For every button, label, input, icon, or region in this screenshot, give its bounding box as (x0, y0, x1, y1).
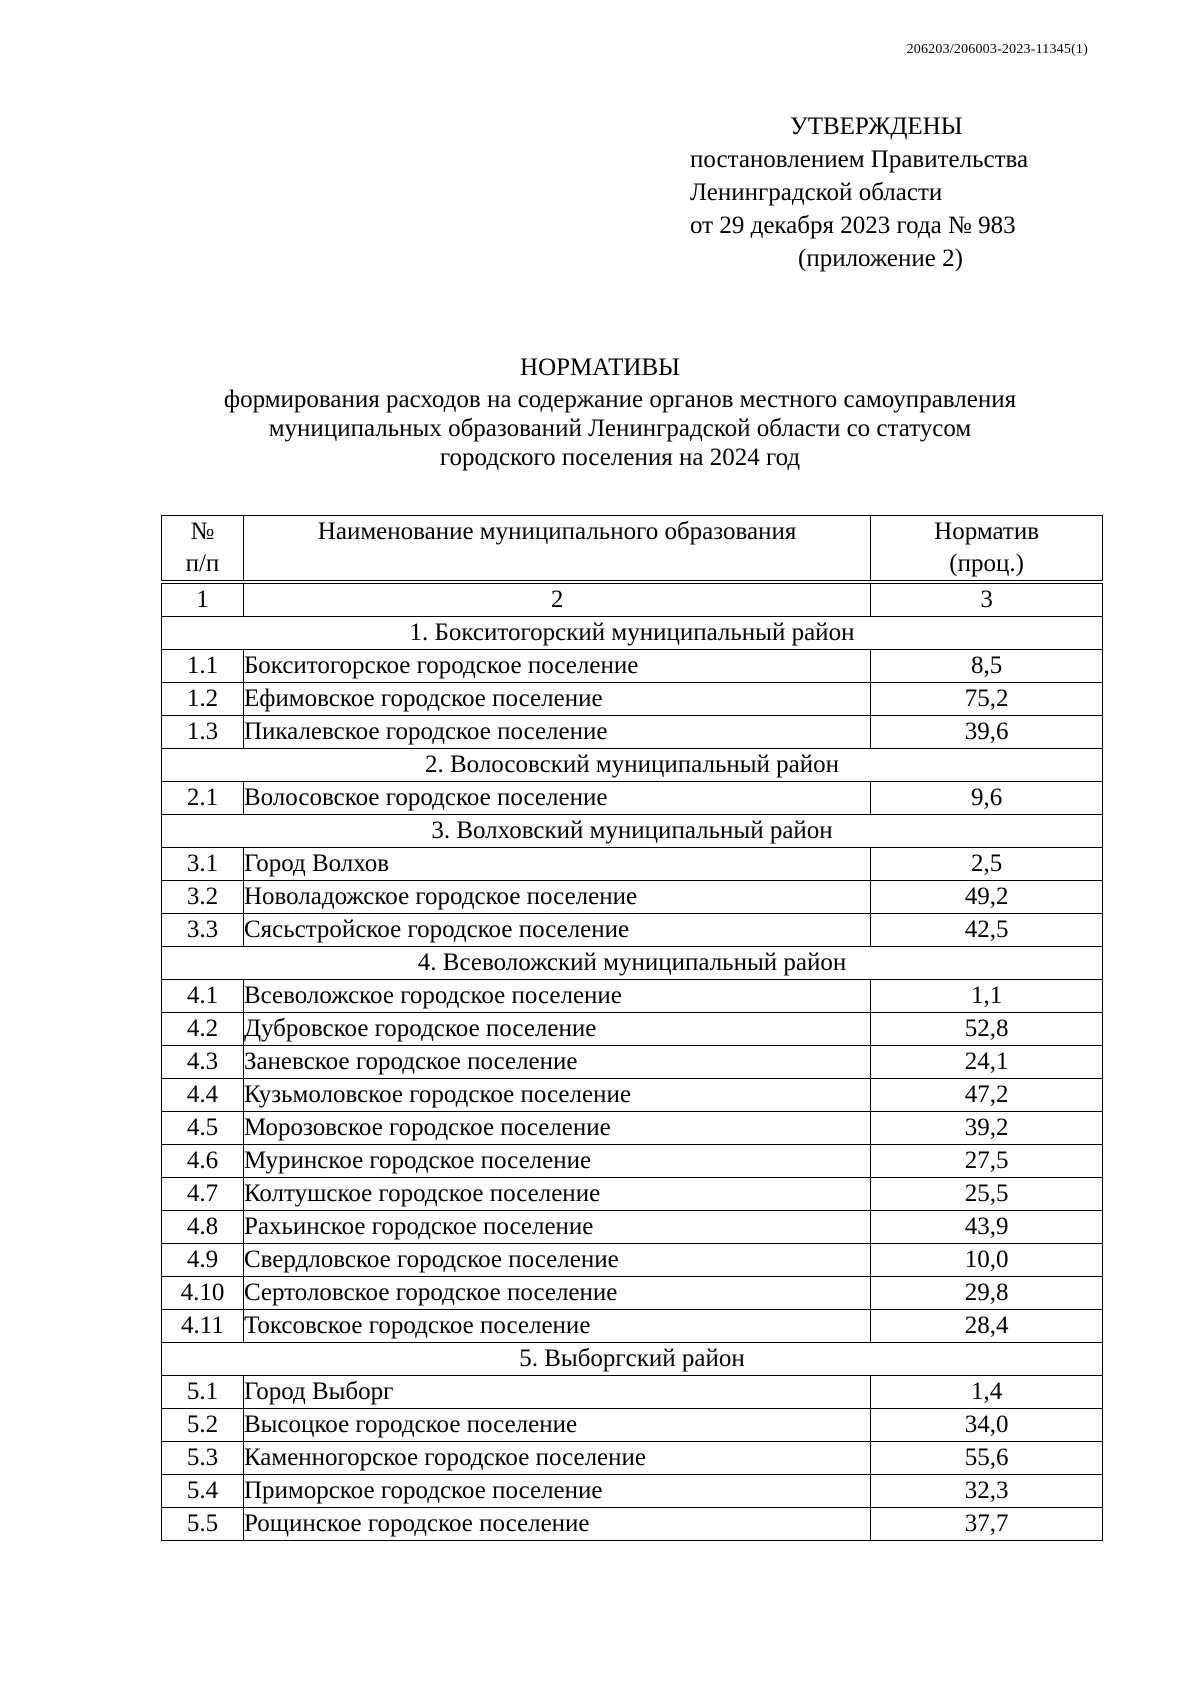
row-value: 25,5 (871, 1178, 1103, 1211)
row-name: Морозовское городское поселение (243, 1112, 870, 1145)
subtitle-line-3: городского поселения на 2024 год (439, 444, 801, 471)
row-value: 32,3 (871, 1475, 1103, 1508)
table-row (162, 683, 1103, 716)
document-subtitle (150, 385, 1090, 472)
row-number: 1.1 (162, 650, 244, 683)
row-value: 27,5 (871, 1145, 1103, 1178)
row-name: Рахьинское городское поселение (243, 1211, 870, 1244)
table-row (162, 1145, 1103, 1178)
table-row (162, 1013, 1103, 1046)
row-value: 28,4 (871, 1310, 1103, 1343)
table-row (162, 782, 1103, 815)
row-number: 4.5 (162, 1112, 244, 1145)
table-row (162, 1442, 1103, 1475)
row-name: Бокситогорское городское поселение (243, 650, 870, 683)
header-number: № п/п (162, 516, 244, 583)
header-name: Наименование муниципального образования (243, 516, 870, 583)
table-row (162, 650, 1103, 683)
group-row (162, 815, 1103, 848)
table-row (162, 1244, 1103, 1277)
table-row (162, 716, 1103, 749)
group-title: 2. Волосовский муниципальный район (162, 749, 1103, 782)
approval-line-1: постановлением Правительства (690, 146, 1029, 173)
row-number: 1.3 (162, 716, 244, 749)
table-row (162, 1046, 1103, 1079)
row-value: 1,1 (871, 980, 1103, 1013)
table-row (162, 1475, 1103, 1508)
approval-appendix: (приложение 2) (798, 245, 963, 272)
row-name: Волосовское городское поселение (243, 782, 870, 815)
row-number: 4.7 (162, 1178, 244, 1211)
row-number: 4.2 (162, 1013, 244, 1046)
row-name: Муринское городское поселение (243, 1145, 870, 1178)
group-title: 4. Всеволожский муниципальный район (162, 947, 1103, 980)
norms-table (161, 515, 1103, 1541)
table-header-row (162, 516, 1103, 583)
row-name: Высоцкое городское поселение (243, 1409, 870, 1442)
row-number: 5.3 (162, 1442, 244, 1475)
header-value: Норматив (проц.) (871, 516, 1103, 583)
row-name: Колтушское городское поселение (243, 1178, 870, 1211)
row-name: Заневское городское поселение (243, 1046, 870, 1079)
row-name: Новоладожское городское поселение (243, 881, 870, 914)
subtitle-line-2: муниципальных образований Ленинградской области со статусом (268, 415, 972, 442)
row-name: Каменногорское городское поселение (243, 1442, 870, 1475)
row-number: 3.2 (162, 881, 244, 914)
approval-title: УТВЕРЖДЕНЫ (790, 113, 963, 140)
approval-line-3: от 29 декабря 2023 года № 983 (690, 212, 1016, 239)
row-value: 2,5 (871, 848, 1103, 881)
row-name: Город Волхов (243, 848, 870, 881)
row-name: Дубровское городское поселение (243, 1013, 870, 1046)
row-value: 34,0 (871, 1409, 1103, 1442)
row-number: 2.1 (162, 782, 244, 815)
row-number: 1.2 (162, 683, 244, 716)
approval-line-2: Ленинградской области (690, 179, 943, 206)
row-name: Пикалевское городское поселение (243, 716, 870, 749)
row-value: 8,5 (871, 650, 1103, 683)
group-row (162, 947, 1103, 980)
document-title: НОРМАТИВЫ (520, 354, 680, 381)
row-value: 43,9 (871, 1211, 1103, 1244)
row-name: Ефимовское городское поселение (243, 683, 870, 716)
row-value: 29,8 (871, 1277, 1103, 1310)
row-value: 1,4 (871, 1376, 1103, 1409)
row-value: 9,6 (871, 782, 1103, 815)
group-row (162, 1343, 1103, 1376)
row-value: 24,1 (871, 1046, 1103, 1079)
row-number: 5.4 (162, 1475, 244, 1508)
row-number: 5.2 (162, 1409, 244, 1442)
column-number: 2 (243, 582, 870, 617)
row-number: 4.10 (162, 1277, 244, 1310)
table-body (162, 582, 1103, 1541)
group-title: 1. Бокситогорский муниципальный район (162, 617, 1103, 650)
row-value: 37,7 (871, 1508, 1103, 1541)
document-id: 206203/206003-2023-11345(1) (906, 42, 1088, 57)
row-value: 52,8 (871, 1013, 1103, 1046)
row-number: 3.1 (162, 848, 244, 881)
row-name: Свердловское городское поселение (243, 1244, 870, 1277)
column-number-row (162, 582, 1103, 617)
table-row (162, 848, 1103, 881)
row-name: Приморское городское поселение (243, 1475, 870, 1508)
column-number: 1 (162, 582, 244, 617)
row-number: 4.6 (162, 1145, 244, 1178)
table-row (162, 1508, 1103, 1541)
group-row (162, 617, 1103, 650)
row-number: 5.5 (162, 1508, 244, 1541)
table-row (162, 1310, 1103, 1343)
row-name: Токсовское городское поселение (243, 1310, 870, 1343)
row-number: 5.1 (162, 1376, 244, 1409)
row-name: Город Выборг (243, 1376, 870, 1409)
table-row (162, 881, 1103, 914)
row-name: Рощинское городское поселение (243, 1508, 870, 1541)
table-row (162, 1178, 1103, 1211)
table-row (162, 1211, 1103, 1244)
row-name: Кузьмоловское городское поселение (243, 1079, 870, 1112)
row-value: 55,6 (871, 1442, 1103, 1475)
group-title: 3. Волховский муниципальный район (162, 815, 1103, 848)
row-number: 4.1 (162, 980, 244, 1013)
group-row (162, 749, 1103, 782)
table-row (162, 914, 1103, 947)
group-title: 5. Выборгский район (162, 1343, 1103, 1376)
table-row (162, 1277, 1103, 1310)
row-value: 47,2 (871, 1079, 1103, 1112)
row-name: Сясьстройское городское поселение (243, 914, 870, 947)
row-number: 3.3 (162, 914, 244, 947)
row-number: 4.11 (162, 1310, 244, 1343)
table-row (162, 1112, 1103, 1145)
table-row (162, 1079, 1103, 1112)
table-row (162, 980, 1103, 1013)
row-number: 4.4 (162, 1079, 244, 1112)
row-number: 4.3 (162, 1046, 244, 1079)
row-name: Всеволожское городское поселение (243, 980, 870, 1013)
column-number: 3 (871, 582, 1103, 617)
table-row (162, 1376, 1103, 1409)
row-name: Сертоловское городское поселение (243, 1277, 870, 1310)
row-value: 10,0 (871, 1244, 1103, 1277)
row-value: 39,2 (871, 1112, 1103, 1145)
approval-block (690, 110, 1110, 275)
row-value: 49,2 (871, 881, 1103, 914)
row-number: 4.9 (162, 1244, 244, 1277)
subtitle-line-1: формирования расходов на содержание органов местного самоуправления (223, 386, 1017, 413)
row-number: 4.8 (162, 1211, 244, 1244)
row-value: 42,5 (871, 914, 1103, 947)
row-value: 39,6 (871, 716, 1103, 749)
row-value: 75,2 (871, 683, 1103, 716)
table-row (162, 1409, 1103, 1442)
